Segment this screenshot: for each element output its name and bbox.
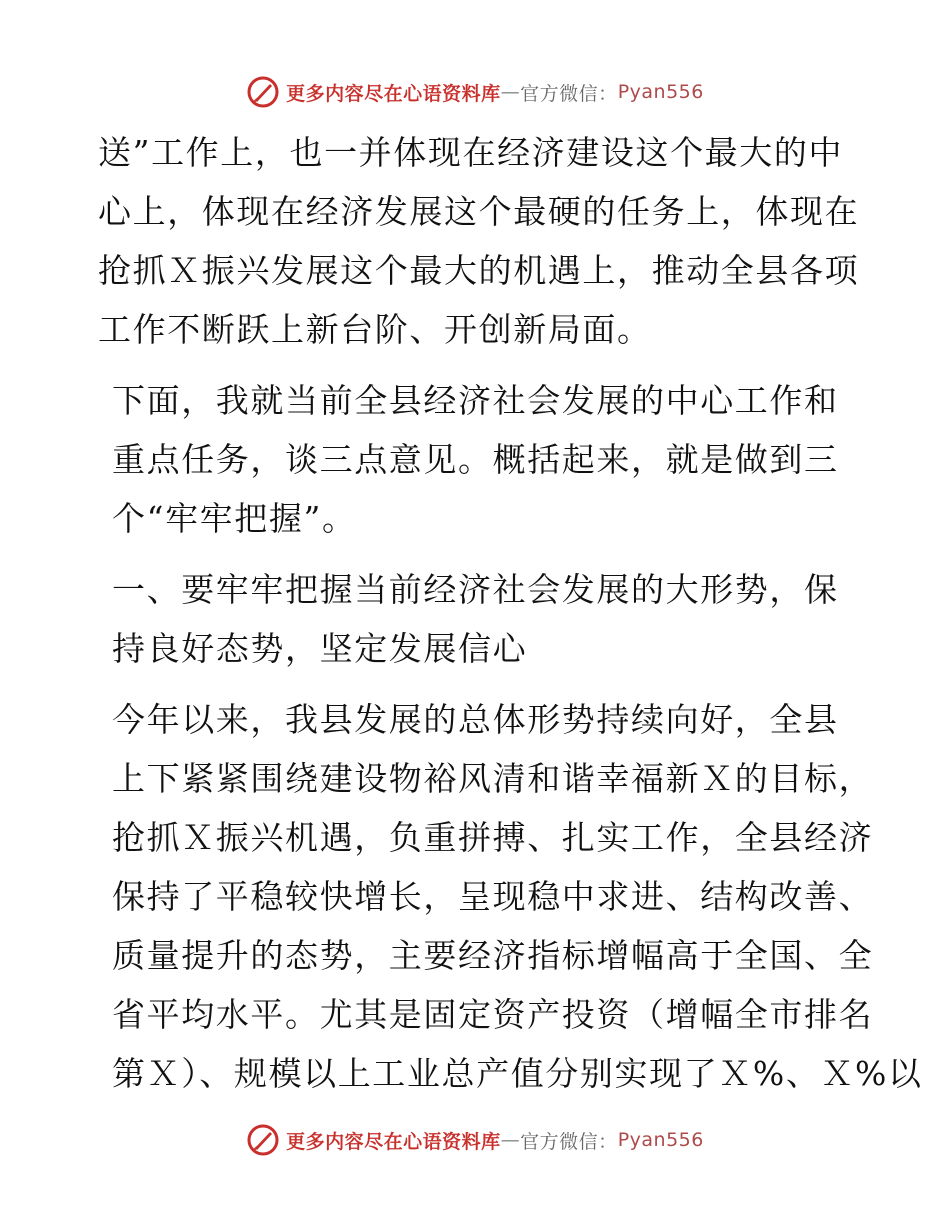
header-banner xyxy=(0,72,950,112)
text-line: 上下紧紧围绕建设物裕风清和谐幸福新Ｘ的目标， xyxy=(112,759,874,798)
text-line: 心上，体现在经济发展这个最硬的任务上，体现在 xyxy=(98,192,860,231)
text-line: 抢抓Ｘ振兴机遇，负重拼搏、扎实工作，全县经济 xyxy=(112,818,874,857)
text-line: 个“牢牢把握”。 xyxy=(112,499,357,538)
banner-sub-text: 官方微信： xyxy=(520,82,618,105)
paragraph xyxy=(98,123,858,359)
text-line: 下面，我就当前全县经济社会发展的中心工作和 xyxy=(112,381,839,420)
quill-seal-icon xyxy=(246,1123,280,1157)
banner-main-text: 更多内容尽在心语资料库 xyxy=(286,82,501,105)
text-line: 第Ｘ）、规模以上工业总产值分别实现了Ｘ%、Ｘ%以 xyxy=(112,1054,923,1093)
banner-separator: — xyxy=(500,1129,521,1151)
text-line: 质量提升的态势，主要经济指标增幅高于全国、全 xyxy=(112,936,874,975)
paragraph xyxy=(98,371,858,548)
text-line: 工作不断跃上新台阶、开创新局面。 xyxy=(98,310,652,349)
banner-wechat-id: Pyan556 xyxy=(617,1129,704,1151)
text-line: 一、要牢牢把握当前经济社会发展的大形势，保 xyxy=(112,570,839,609)
text-line: 省平均水平。尤其是固定资产投资（增幅全市排名 xyxy=(112,995,874,1034)
document-body xyxy=(98,123,923,1115)
paragraph xyxy=(98,690,923,1103)
quill-seal-icon xyxy=(246,75,280,109)
section-heading xyxy=(98,560,858,678)
banner-wechat-id: Pyan556 xyxy=(617,81,704,103)
text-line: 重点任务，谈三点意见。概括起来，就是做到三 xyxy=(112,440,839,479)
text-line: 抢抓Ｘ振兴发展这个最大的机遇上，推动全县各项 xyxy=(98,251,860,290)
banner-sub-text: 官方微信： xyxy=(520,1130,618,1153)
text-line: 今年以来，我县发展的总体形势持续向好，全县 xyxy=(112,700,839,739)
banner-main-text: 更多内容尽在心语资料库 xyxy=(286,1130,501,1153)
text-line: 送”工作上，也一并体现在经济建设这个最大的中 xyxy=(98,133,844,172)
footer-banner xyxy=(0,1120,950,1160)
text-line: 持良好态势，坚定发展信心 xyxy=(112,629,528,668)
banner-separator: — xyxy=(500,81,521,103)
text-line: 保持了平稳较快增长，呈现稳中求进、结构改善、 xyxy=(112,877,874,916)
